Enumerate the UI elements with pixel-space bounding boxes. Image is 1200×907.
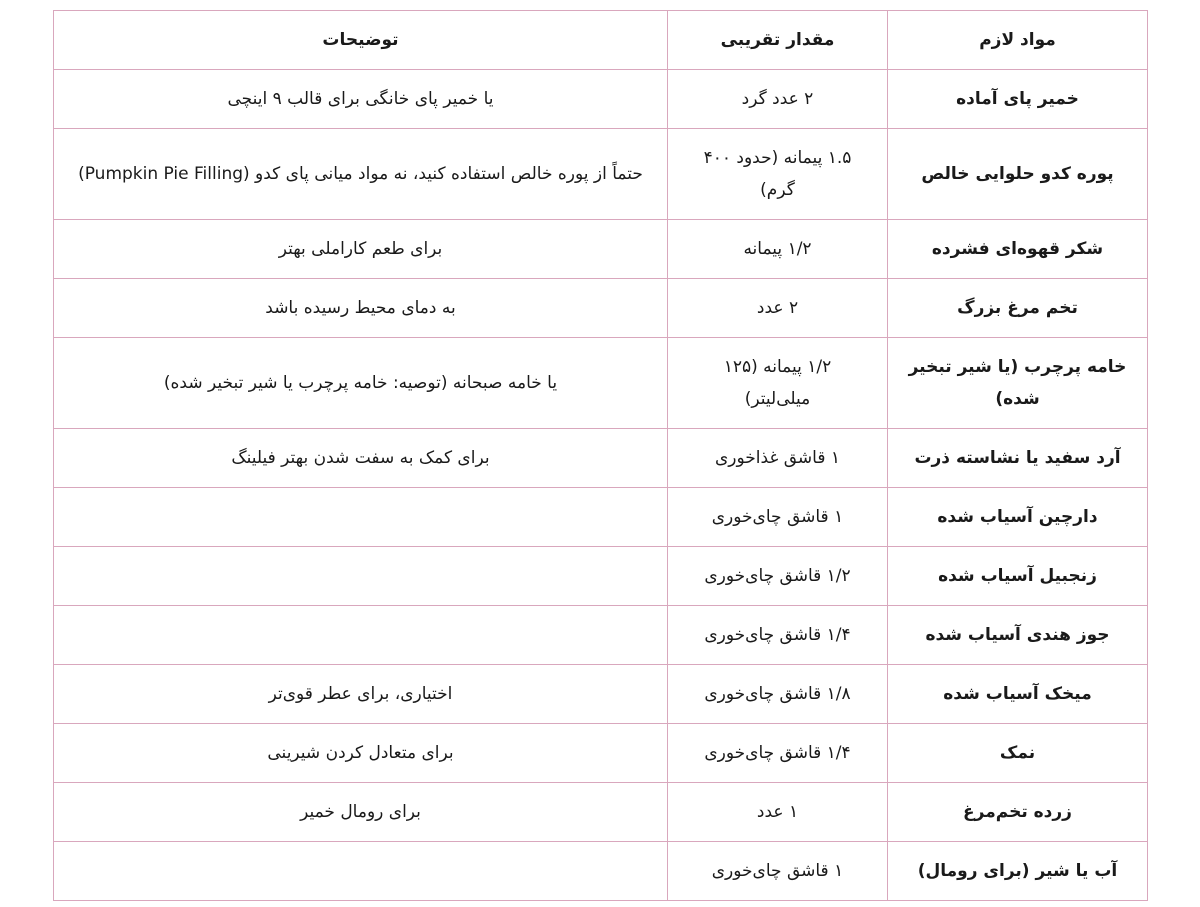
amount-cell: ۱ عدد (668, 783, 888, 842)
notes-cell: حتماً از پوره خالص استفاده کنید، نه مواد میانی پای کدو (Pumpkin Pie Filling) (54, 129, 668, 220)
notes-cell (54, 606, 668, 665)
notes-cell: برای رومال خمیر (54, 783, 668, 842)
ingredient-cell: خامه پرچرب (یا شیر تبخیر شده) (888, 338, 1148, 429)
notes-cell: یا خمیر پای خانگی برای قالب ۹ اینچی (54, 70, 668, 129)
notes-cell: اختیاری، برای عطر قوی‌تر (54, 665, 668, 724)
table-row (54, 783, 1148, 842)
amount-cell: ۱ قاشق غذاخوری (668, 429, 888, 488)
notes-cell: برای طعم کاراملی بهتر (54, 220, 668, 279)
ingredient-cell: جوز هندی آسیاب شده (888, 606, 1148, 665)
notes-cell (54, 842, 668, 901)
ingredient-cell: تخم مرغ بزرگ (888, 279, 1148, 338)
notes-cell: به دمای محیط رسیده باشد (54, 279, 668, 338)
table-row (54, 724, 1148, 783)
table-row (54, 606, 1148, 665)
ingredient-cell: پوره کدو حلوایی خالص (888, 129, 1148, 220)
amount-cell: ۱ قاشق چای‌خوری (668, 488, 888, 547)
ingredients-table-container (53, 10, 1147, 901)
amount-cell: ۱/۲ پیمانه (۱۲۵ میلی‌لیتر) (668, 338, 888, 429)
amount-cell: ۱ قاشق چای‌خوری (668, 842, 888, 901)
amount-cell: ۱/۸ قاشق چای‌خوری (668, 665, 888, 724)
ingredient-cell: آب یا شیر (برای رومال) (888, 842, 1148, 901)
ingredient-cell: خمیر پای آماده (888, 70, 1148, 129)
ingredient-cell: دارچین آسیاب شده (888, 488, 1148, 547)
header-amount: مقدار تقریبی (668, 11, 888, 70)
ingredient-cell: زرده تخم‌مرغ (888, 783, 1148, 842)
table-row (54, 429, 1148, 488)
table-row (54, 279, 1148, 338)
ingredient-cell: آرد سفید یا نشاسته ذرت (888, 429, 1148, 488)
amount-cell: ۱/۲ قاشق چای‌خوری (668, 547, 888, 606)
table-row (54, 338, 1148, 429)
ingredient-cell: میخک آسیاب شده (888, 665, 1148, 724)
table-row (54, 220, 1148, 279)
amount-cell: ۲ عدد (668, 279, 888, 338)
notes-cell (54, 488, 668, 547)
amount-cell: ۲ عدد گرد (668, 70, 888, 129)
table-row (54, 842, 1148, 901)
header-ingredient: مواد لازم (888, 11, 1148, 70)
ingredient-cell: زنجبیل آسیاب شده (888, 547, 1148, 606)
notes-cell: برای متعادل کردن شیرینی (54, 724, 668, 783)
ingredients-table (53, 10, 1148, 901)
notes-cell: یا خامه صبحانه (توصیه: خامه پرچرب یا شیر تبخیر شده) (54, 338, 668, 429)
notes-cell (54, 547, 668, 606)
table-row (54, 547, 1148, 606)
table-row (54, 488, 1148, 547)
amount-cell: ۱/۲ پیمانه (668, 220, 888, 279)
header-notes: توضیحات (54, 11, 668, 70)
table-row (54, 129, 1148, 220)
amount-cell: ۱.۵ پیمانه (حدود ۴۰۰ گرم) (668, 129, 888, 220)
amount-cell: ۱/۴ قاشق چای‌خوری (668, 724, 888, 783)
notes-cell: برای کمک به سفت شدن بهتر فیلینگ (54, 429, 668, 488)
amount-cell: ۱/۴ قاشق چای‌خوری (668, 606, 888, 665)
table-row (54, 70, 1148, 129)
table-row (54, 665, 1148, 724)
ingredient-cell: شکر قهوه‌ای فشرده (888, 220, 1148, 279)
table-header-row (54, 11, 1148, 70)
ingredient-cell: نمک (888, 724, 1148, 783)
